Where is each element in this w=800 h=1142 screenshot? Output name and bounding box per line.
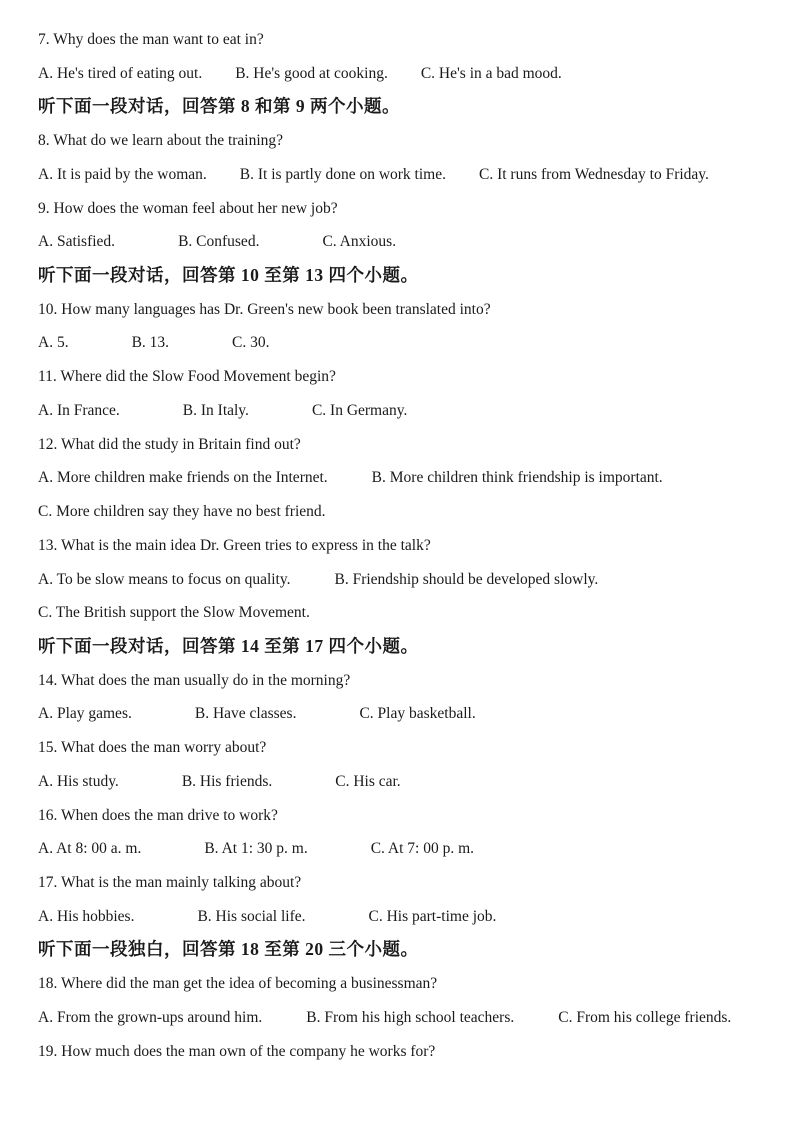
option-17c: C. His part-time job.: [368, 907, 497, 925]
option-14c: C. Play basketball.: [359, 705, 476, 723]
question-14-options: [38, 697, 762, 731]
question-12-options-ab: [38, 461, 762, 495]
section-header-q14-q17: 听下面一段对话，回答第 14 至第 17 四个小题。: [38, 635, 419, 656]
option-15a: A. His study.: [38, 772, 119, 790]
question-12-option-c: C. More children say they have no best friend.: [38, 503, 326, 521]
question-10-options: [38, 326, 762, 360]
option-10c: C. 30.: [232, 334, 270, 352]
option-15b: B. His friends.: [181, 772, 273, 790]
question-18-text: 18. Where did the man get the idea of becoming a businessman?: [38, 975, 438, 993]
option-13a: A. To be slow means to focus on quality.: [38, 570, 291, 588]
question-16-text: 16. When does the man drive to work?: [38, 806, 278, 824]
question-13-option-c: C. The British support the Slow Movement.: [38, 604, 310, 622]
option-11a: A. In France.: [38, 401, 120, 419]
option-8c: C. It runs from Wednesday to Friday.: [478, 165, 709, 183]
option-16a: A. At 8: 00 a. m.: [38, 840, 142, 858]
section-header-q8-q9: 听下面一段对话，回答第 8 和第 9 两个小题。: [38, 96, 400, 117]
question-16-options: [38, 832, 762, 866]
option-14b: B. Have classes.: [194, 705, 297, 723]
option-8a: A. It is paid by the woman.: [38, 165, 207, 183]
option-18b: B. From his high school teachers.: [306, 1008, 515, 1026]
option-7b: B. He's good at cooking.: [235, 64, 388, 82]
question-18-options: [38, 1001, 762, 1035]
option-13b: B. Friendship should be developed slowly.: [334, 570, 599, 588]
question-9-options: [38, 225, 762, 259]
option-11c: C. In Germany.: [311, 401, 408, 419]
option-10a: A. 5.: [38, 334, 69, 352]
section-header-q10-q13: 听下面一段对话，回答第 10 至第 13 四个小题。: [38, 265, 419, 286]
question-17-options: [38, 900, 762, 934]
option-12b: B. More children think friendship is important.: [371, 469, 663, 487]
option-18a: A. From the grown-ups around him.: [38, 1008, 263, 1026]
section-header-q18-q20: 听下面一段独白，回答第 18 至第 20 三个小题。: [38, 939, 419, 960]
question-8-text: 8. What do we learn about the training?: [38, 132, 284, 150]
question-7-text: 7. Why does the man want to eat in?: [38, 31, 264, 48]
option-17a: A. His hobbies.: [38, 907, 135, 925]
question-13-text: 13. What is the main idea Dr. Green tries to express in the talk?: [38, 536, 431, 554]
option-14a: A. Play games.: [38, 705, 132, 723]
option-18c: C. From his college friends.: [558, 1008, 732, 1026]
question-14-text: 14. What does the man usually do in the morning?: [38, 671, 351, 689]
option-7c: C. He's in a bad mood.: [420, 64, 562, 82]
question-15-text: 15. What does the man worry about?: [38, 739, 267, 757]
question-10-text: 10. How many languages has Dr. Green's new book been translated into?: [38, 300, 491, 318]
option-11b: B. In Italy.: [182, 401, 249, 419]
option-10b: B. 13.: [131, 334, 170, 352]
question-17-text: 17. What is the man mainly talking about?: [38, 873, 302, 891]
option-12a: A. More children make friends on the Internet.: [38, 469, 328, 487]
option-15c: C. His car.: [335, 772, 401, 790]
question-8-options: [38, 158, 762, 192]
option-7a: A. He's tired of eating out.: [38, 64, 203, 82]
option-9a: A. Satisfied.: [38, 233, 116, 251]
option-17b: B. His social life.: [197, 907, 306, 925]
option-8b: B. It is partly done on work time.: [239, 165, 446, 183]
question-9-text: 9. How does the woman feel about her new job?: [38, 199, 338, 217]
option-9b: B. Confused.: [178, 233, 260, 251]
question-15-options: [38, 765, 762, 799]
option-16b: B. At 1: 30 p. m.: [204, 840, 308, 858]
question-7-options: [38, 57, 762, 91]
question-19-text: 19. How much does the man own of the company he works for?: [38, 1042, 436, 1060]
question-11-text: 11. Where did the Slow Food Movement begin?: [38, 368, 336, 386]
question-13-options-ab: [38, 563, 762, 597]
option-9c: C. Anxious.: [322, 233, 397, 251]
question-11-options: [38, 394, 762, 428]
question-12-text: 12. What did the study in Britain find out?: [38, 435, 301, 453]
option-16c: C. At 7: 00 p. m.: [370, 840, 475, 858]
